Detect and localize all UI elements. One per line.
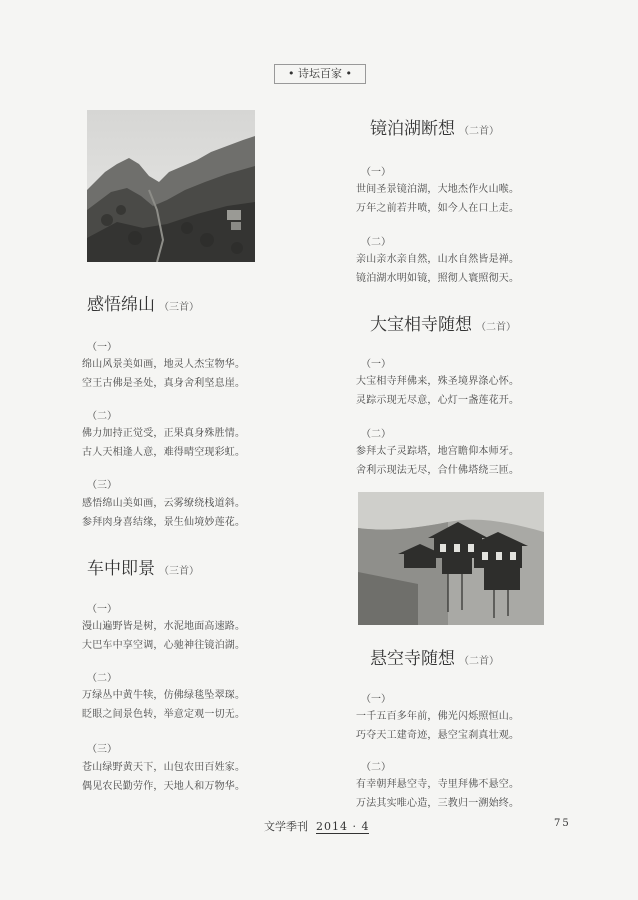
verse-line: 镜泊湖水明如镜，照彻人寰照彻天。 bbox=[356, 273, 520, 284]
verse-line: 佛力加持正觉受，正果真身殊胜情。 bbox=[82, 428, 246, 439]
poem-title-text: 大宝相寺随想 bbox=[370, 315, 472, 335]
poem-title bbox=[87, 290, 199, 315]
stanza-number: （二） bbox=[361, 762, 391, 773]
verse-line: 感悟绵山美如画，云雾缭绕栈道斜。 bbox=[82, 498, 246, 509]
stanza-number: （一） bbox=[361, 694, 391, 705]
poem-title-text: 车中即景 bbox=[87, 559, 155, 579]
section-header: • 诗坛百家 • bbox=[274, 64, 366, 84]
stanza-number: （一） bbox=[361, 359, 391, 370]
stanza-number: （二） bbox=[87, 411, 117, 422]
journal-name: 文学季刊 bbox=[264, 820, 308, 833]
poem-count: （三首） bbox=[159, 566, 199, 577]
poem-count: （三首） bbox=[159, 302, 199, 313]
verse-line: 空王古佛是圣处，真身舍利坚息崖。 bbox=[82, 378, 246, 389]
poem-title-text: 感悟绵山 bbox=[87, 295, 155, 315]
poem-count: （二首） bbox=[459, 126, 499, 137]
verse-line: 巧夺天工建奇迹，悬空宝刹真壮观。 bbox=[356, 730, 520, 741]
verse-line: 一千五百多年前，佛光闪烁照恒山。 bbox=[356, 711, 520, 722]
verse-line: 灵踪示现无尽意，心灯一盏莲花开。 bbox=[356, 395, 520, 406]
verse-line: 参拜肉身喜结缘，景生仙境妙莲花。 bbox=[82, 517, 246, 528]
verse-line: 有幸朝拜悬空寺，寺里拜佛不悬空。 bbox=[356, 779, 520, 790]
page-number: 75 bbox=[554, 818, 571, 829]
mountain-photo bbox=[87, 110, 255, 262]
poem-count: （二首） bbox=[476, 322, 516, 333]
stanza-number: （二） bbox=[87, 673, 117, 684]
verse-line: 舍利示现法无尽，合什佛塔绕三匝。 bbox=[356, 465, 520, 476]
stanza-number: （三） bbox=[87, 744, 117, 755]
verse-line: 大巴车中享空调，心驰神往镜泊湖。 bbox=[82, 640, 246, 651]
poem-title bbox=[370, 114, 499, 139]
verse-line: 漫山遍野皆是树，水泥地面高速路。 bbox=[82, 621, 246, 632]
verse-line: 万年之前若井喷，如今人在口上走。 bbox=[356, 203, 520, 214]
stanza-number: （三） bbox=[87, 480, 117, 491]
verse-line: 眨眼之间景色转，举意定观一切无。 bbox=[82, 709, 246, 720]
journal-footer bbox=[264, 818, 369, 834]
verse-line: 万绿丛中黄牛犊，仿佛绿毯坠翠琛。 bbox=[82, 690, 246, 701]
stanza-number: （二） bbox=[361, 237, 391, 248]
poem-title bbox=[87, 554, 199, 579]
poem-title bbox=[370, 644, 499, 669]
verse-line: 参拜太子灵踪塔，地宫瞻仰本师牙。 bbox=[356, 446, 520, 457]
verse-line: 世间圣景镜泊湖，大地杰作火山喉。 bbox=[356, 184, 520, 195]
poem-title-text: 悬空寺随想 bbox=[370, 649, 455, 669]
verse-line: 万法其实唯心造，三教归一溯始终。 bbox=[356, 798, 520, 809]
issue-number: 2014 · 4 bbox=[316, 820, 370, 833]
poem-title-text: 镜泊湖断想 bbox=[370, 119, 455, 139]
temple-photo bbox=[358, 492, 544, 625]
stanza-number: （二） bbox=[361, 429, 391, 440]
verse-line: 亲山亲水亲自然，山水自然皆是禅。 bbox=[356, 254, 520, 265]
verse-line: 苍山绿野黄天下，山包农田百姓家。 bbox=[82, 762, 246, 773]
verse-line: 偶见农民勤劳作，天地人和万物华。 bbox=[82, 781, 246, 792]
stanza-number: （一） bbox=[361, 167, 391, 178]
verse-line: 绵山风景美如画，地灵人杰宝物华。 bbox=[82, 359, 246, 370]
stanza-number: （一） bbox=[87, 342, 117, 353]
verse-line: 古人天相逢人意，难得晴空现彩虹。 bbox=[82, 447, 246, 458]
poem-count: （二首） bbox=[459, 656, 499, 667]
poem-title bbox=[370, 310, 516, 335]
stanza-number: （一） bbox=[87, 604, 117, 615]
verse-line: 大宝相寺拜佛来，殊圣境界涤心怀。 bbox=[356, 376, 520, 387]
